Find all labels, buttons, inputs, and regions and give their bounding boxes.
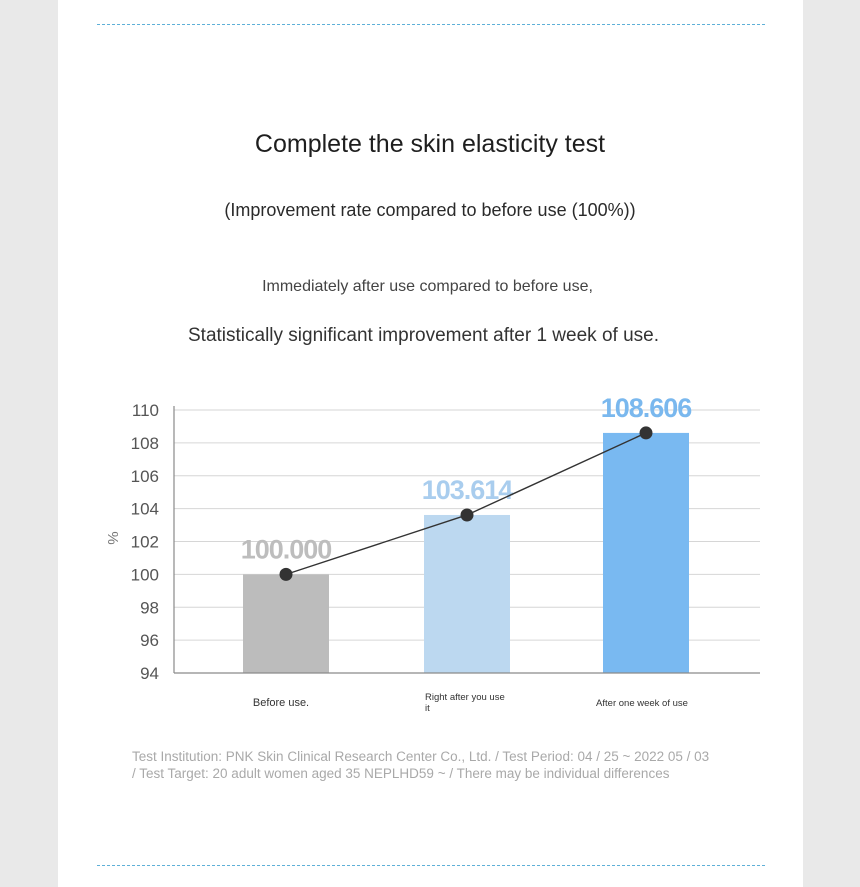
x-tick-label: Before use. — [252, 697, 310, 709]
y-tick-label: 102 — [130, 532, 159, 552]
line-point — [461, 508, 474, 521]
footnote-line-2: / Test Target: 20 adult women aged 35 NEPLHD59 ~ / There may be individual differences — [132, 766, 670, 781]
top-dashed-divider — [97, 24, 765, 25]
description-line-1: Immediately after use compared to before use, — [262, 278, 593, 295]
bar — [424, 515, 510, 673]
data-label: 100.000 — [240, 534, 332, 565]
line-point — [640, 426, 653, 439]
line-point — [280, 568, 293, 581]
chart-subtitle: (Improvement rate compared to before use (100%)) — [224, 200, 636, 220]
description-line-2: Statistically significant improvement after 1 week of use. — [188, 325, 659, 346]
footnote — [132, 748, 752, 782]
data-label: 103.614 — [421, 474, 513, 505]
y-tick-label: 94 — [140, 664, 159, 683]
y-tick-label: 98 — [140, 598, 159, 618]
y-tick-label: 104 — [130, 499, 159, 519]
bar — [243, 574, 329, 673]
bottom-dashed-divider — [97, 865, 765, 866]
y-tick-label: 106 — [130, 466, 159, 486]
elasticity-chart — [0, 370, 860, 720]
footnote-line-1: Test Institution: PNK Skin Clinical Research Center Co., Ltd. / Test Period: 04 / 25 ~ 2022 05 / 03 — [132, 749, 710, 764]
y-tick-label: 108 — [130, 433, 159, 453]
bar — [603, 433, 689, 673]
y-tick-label: 100 — [130, 565, 159, 585]
x-tick-label: Right after you use it — [425, 692, 505, 714]
y-tick-label: 110 — [131, 401, 159, 420]
x-tick-label: After one week of use — [596, 698, 688, 709]
chart-title: Complete the skin elasticity test — [254, 130, 606, 158]
data-label: 108.606 — [600, 392, 692, 423]
y-tick-label: 96 — [140, 631, 159, 651]
y-axis-label: % — [104, 531, 121, 545]
